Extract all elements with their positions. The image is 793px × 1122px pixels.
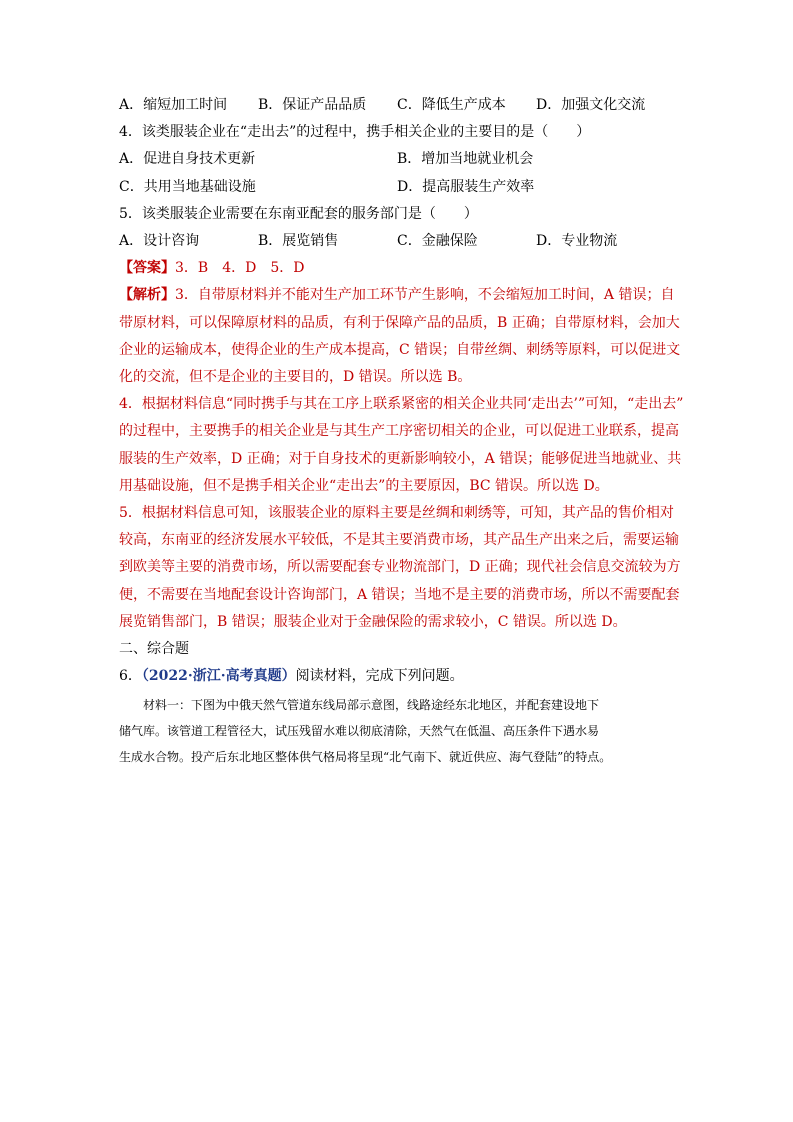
q3-option-b: B．保证产品品质: [258, 97, 367, 113]
q5-option-d: D．专业物流: [536, 233, 618, 249]
material-line-1: 材料一：下图为中俄天然气管道东线局部示意图，线路途经东北地区，并配套建设地下: [119, 698, 600, 712]
q3-option-d: D．加强文化交流: [536, 97, 646, 113]
analysis-line-6: 的过程中，主要携手的相关企业是与其生产工序密切相关的企业，可以促进工业联系，提高: [119, 423, 679, 439]
answer-text: 3．B 4．D 5．D: [175, 260, 305, 276]
answer-line: [119, 258, 304, 278]
analysis-line-13: 展览销售部门，B 错误；服装企业对于金融保险的需求较小，C 错误。所以选 D。: [119, 614, 627, 630]
q5-stem: 5．该类服装企业需要在东南亚配套的服务部门是（ ）: [119, 206, 478, 222]
q3-option-a: A．缩短加工时间: [119, 97, 228, 113]
analysis-line-4: 化的交流，但不是企业的主要目的，D 错误。所以选 B。: [119, 369, 472, 385]
material-line-2: 储气库。该管道工程管径大，试压残留水难以彻底清除，天然气在低温、高压条件下遇水易: [119, 724, 600, 738]
q4-stem: 4．该类服装企业在“走出去”的过程中，携手相关企业的主要目的是（ ）: [119, 124, 591, 140]
q6-number: 6．: [119, 668, 142, 684]
analysis-line-11: 到欧美等主要的消费市场，所以需要配套专业物流部门，D 正确；现代社会信息交流较为方: [119, 559, 681, 575]
q4-option-d: D．提高服装生产效率: [397, 179, 535, 195]
q5-option-a: A．设计咨询: [119, 233, 200, 249]
q6-stem: [119, 666, 464, 686]
analysis-line-2: 带原材料，可以保障原材料的品质，有利于保障产品的品质，B 正确；自带原材料，会加大: [119, 315, 680, 331]
q4-option-a: A．促进自身技术更新: [119, 151, 256, 167]
analysis-line-10: 较高，东南亚的经济发展水平较低，不是其主要消费市场，其产品生产出来之后，需要运输: [119, 532, 679, 548]
q4-option-c: C．共用当地基础设施: [119, 179, 256, 195]
q6-source: （2022·浙江·高考真题）: [141, 668, 296, 684]
material-line-3: 生成水合物。投产后东北地区整体供气格局将呈现“北气南下、就近供应、海气登陆”的特点。: [119, 750, 612, 764]
q3-option-c: C．降低生产成本: [397, 97, 506, 113]
analysis-line-1: [119, 285, 674, 305]
analysis-line-12: 便，不需要在当地配套设计咨询部门，A 错误；当地不是主要的消费市场，所以不需要配套: [119, 587, 680, 603]
q6-text: 阅读材料，完成下列问题。: [295, 668, 464, 684]
q5-option-b: B．展览销售: [258, 233, 339, 249]
analysis-line-3: 企业的运输成本，使得企业的生产成本提高，C 错误；自带丝绸、刺绣等原料，可以促进文: [119, 342, 681, 358]
analysis-line-7: 服装的生产效率，D 正确；对于自身技术的更新影响较小，A 错误；能够促进当地就业、共: [119, 451, 682, 467]
analysis-line-5: 4．根据材料信息“同时携手与其在工序上联系紧密的相关企业共同‘走出去’”可知，“走出去”: [119, 396, 684, 412]
answer-label: 【答案】: [119, 260, 175, 276]
analysis-text-1: 3．自带原材料并不能对生产加工环节产生影响，不会缩短加工时间，A 错误；自: [175, 287, 675, 303]
analysis-line-8: 用基础设施，但不是携手相关企业“走出去”的主要原因，BC 错误。所以选 D。: [119, 478, 609, 494]
section-heading: 二、综合题: [119, 641, 189, 657]
analysis-line-9: 5．根据材料信息可知，该服装企业的原料主要是丝绸和刺绣等，可知，其产品的售价相对: [119, 505, 674, 521]
q5-option-c: C．金融保险: [397, 233, 478, 249]
q4-option-b: B．增加当地就业机会: [397, 151, 534, 167]
analysis-label: 【解析】: [119, 287, 175, 303]
